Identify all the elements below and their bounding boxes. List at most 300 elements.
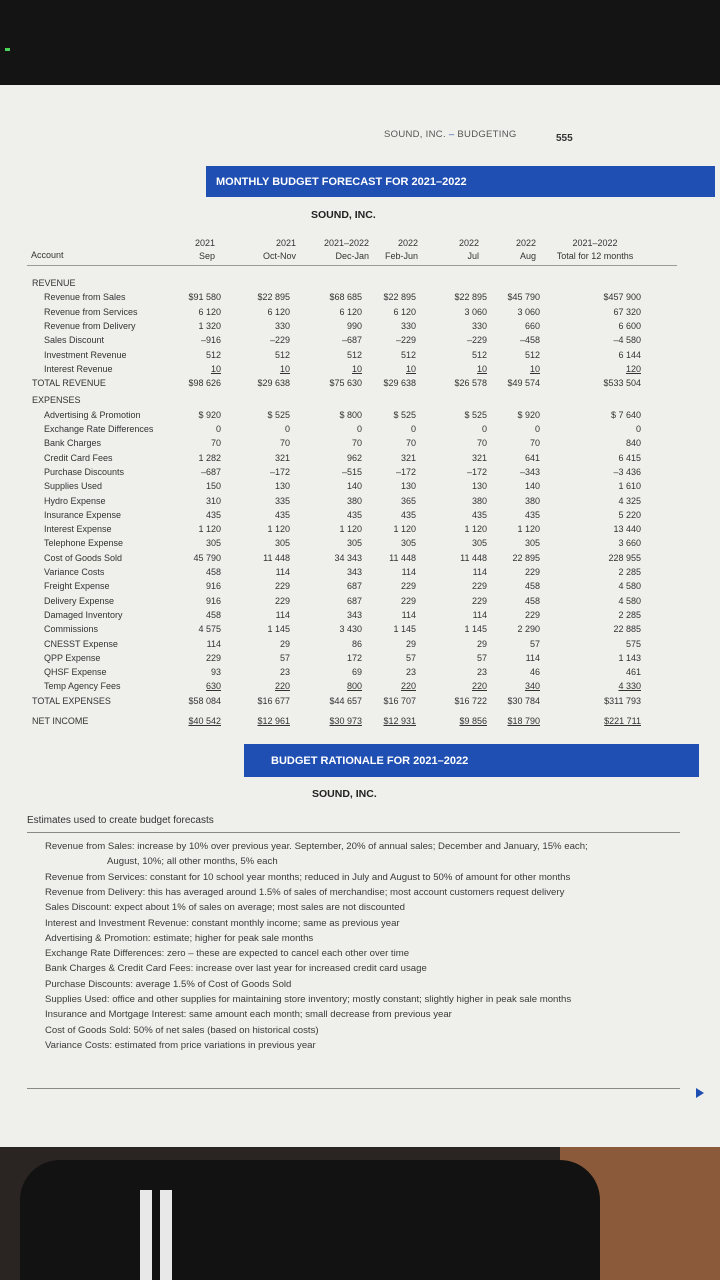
table-cell: 6 415 [618,452,641,463]
running-header [384,129,517,140]
dark-background-top [0,0,720,85]
table-cell: 4 575 [198,624,221,635]
table-row [0,551,720,565]
table-cell: 140 [346,481,362,492]
table-cell: 0 [356,424,362,434]
table-row [0,436,720,450]
table-cell: 962 [346,452,362,463]
table-cell: 114 [206,638,221,649]
table-cell: 67 320 [613,306,641,317]
table-cell: 57 [476,652,487,663]
table-cell: 70 [279,438,290,449]
table-cell: 5 220 [618,509,641,520]
table-cell: 365 [400,495,416,506]
row-label: EXPENSES [32,395,81,406]
estimates-title: Estimates used to create budget forecasts [27,815,214,826]
table-cell: 6 120 [339,306,362,317]
table-cell: $22 895 [454,292,487,303]
table-row [0,362,720,376]
column-header-period: Total for 12 months [556,251,634,261]
table-cell: 0 [635,424,641,434]
table-cell: 630 [205,681,221,692]
table-cell: –229 [395,335,416,346]
column-header-period: Dec-Jan [335,251,369,261]
table-cell: 229 [471,595,487,606]
table-cell: 435 [400,509,416,520]
rationale-line: Sales Discount: expect about 1% of sales on average; most sales are not discounted [45,902,405,914]
column-header-year: 2021–2022 [323,238,369,248]
column-header-period: Aug [519,251,536,261]
table-cell: –343 [519,466,540,477]
table-cell: 1 610 [618,481,641,492]
table-cell: 840 [625,438,641,449]
status-indicator-icon [5,48,10,51]
table-cell: $12 931 [383,716,416,726]
table-cell: 6 600 [618,320,641,331]
table-cell: 13 440 [613,524,641,535]
table-row [0,319,720,333]
table-row [0,622,720,636]
table-cell: –4 580 [613,335,641,346]
table-cell: $16 722 [454,695,487,706]
table-row [0,651,720,665]
table-cell: 916 [205,581,221,592]
table-cell: 461 [625,667,641,678]
rationale-line: Cost of Goods Sold: 50% of net sales (based on historical costs) [45,1024,319,1036]
table-cell: 6 120 [393,306,416,317]
row-label: REVENUE [32,278,76,288]
table-cell: 380 [471,495,487,506]
fabric-stripe [160,1190,172,1280]
table-cell: $58 084 [188,695,221,706]
table-cell: 435 [346,509,362,520]
table-cell: $9 856 [459,716,487,726]
table-cell: 0 [534,424,540,434]
forecast-company: SOUND, INC. [311,209,376,221]
column-header-account: Account [31,250,64,260]
table-cell: 641 [524,452,540,463]
fabric-stripe [140,1190,152,1280]
table-cell: $44 657 [329,695,362,706]
table-row [0,579,720,593]
table-cell: 229 [205,652,221,663]
table-row [0,376,720,390]
table-cell: 305 [471,538,487,549]
table-cell: 45 790 [193,552,221,563]
table-cell: 172 [346,652,362,663]
table-cell: 70 [210,438,221,449]
table-cell: 1 120 [517,524,540,535]
table-cell: 3 430 [339,624,362,635]
table-cell: $98 626 [188,378,221,389]
table-cell: 305 [205,538,221,549]
table-row [0,465,720,479]
rationale-line: August, 10%; all other months, 5% each [107,856,278,868]
row-label: Commissions [44,624,99,635]
table-cell: 70 [476,438,487,449]
table-cell: 305 [400,538,416,549]
table-cell: 1 120 [267,524,290,535]
table-cell: 340 [524,681,540,692]
table-cell: 435 [524,509,540,520]
table-cell: $ 7 640 [610,409,641,420]
table-cell: 114 [275,567,290,577]
table-cell: $40 542 [188,716,221,726]
table-cell: 10 [279,363,290,374]
table-cell: 86 [351,638,362,649]
table-cell: 990 [346,320,362,331]
row-label: Freight Expense [44,581,110,592]
table-cell: 10 [476,363,487,374]
column-header-period: Feb-Jun [384,251,418,261]
table-cell: 229 [274,595,290,606]
table-cell: 512 [274,349,290,360]
table-cell: 343 [346,609,362,620]
table-cell: 4 325 [618,495,641,506]
table-cell: 335 [274,495,290,506]
table-cell: 4 580 [618,581,641,592]
table-cell: $22 895 [383,292,416,303]
table-cell: 6 120 [267,306,290,317]
estimates-divider [27,832,680,833]
table-cell: 130 [400,481,416,492]
table-cell: 512 [346,349,362,360]
table-cell: 229 [400,581,416,592]
header-divider [27,265,677,266]
row-label: Variance Costs [44,567,105,577]
table-cell: 120 [625,363,641,374]
column-header-period: Sep [198,251,215,261]
rationale-line: Interest and Investment Revenue: constant monthly income; same as previous year [45,917,400,929]
table-cell: –3 436 [613,466,641,477]
table-cell: 22 895 [512,552,540,563]
table-cell: 57 [529,638,540,649]
rationale-line: Revenue from Services: constant for 10 school year months; reduced in July and August to 50% of amount for other months [45,871,571,883]
row-label: Telephone Expense [44,538,124,549]
forecast-banner: MONTHLY BUDGET FORECAST FOR 2021–2022 [206,166,715,197]
table-cell: 4 330 [618,681,641,692]
table-cell: –458 [519,335,540,346]
table-row [0,333,720,347]
column-header-year: 2021 [275,238,296,248]
table-cell: 458 [205,567,221,577]
table-cell: 93 [210,667,221,678]
row-label: QHSF Expense [44,667,107,678]
table-cell: 916 [205,595,221,606]
table-cell: 11 448 [389,552,416,563]
table-cell: 4 580 [618,595,641,606]
table-cell: –172 [395,466,416,477]
table-cell: $533 504 [603,378,641,389]
table-row [0,714,720,728]
table-cell: $ 525 [267,409,290,420]
table-cell: 130 [274,481,290,492]
table-cell: 458 [205,609,221,620]
table-cell: $457 900 [603,292,641,303]
table-cell: $18 790 [507,716,540,726]
table-cell: 330 [400,320,416,331]
table-cell: 11 448 [460,552,487,563]
table-cell: 305 [524,538,540,549]
rationale-line: Revenue from Sales: increase by 10% over previous year. September, 20% of annual sales; December and January, 15% each; [45,841,588,852]
table-cell: $16 707 [383,695,416,706]
table-cell: $ 525 [393,409,416,420]
table-cell: $30 973 [329,716,362,726]
rationale-line: Insurance and Mortgage Interest: same amount each month; small decrease from previous year [45,1009,452,1021]
rationale-line: Bank Charges & Credit Card Fees: increase over last year for increased credit card usage [45,963,427,975]
table-cell: –515 [341,466,362,477]
column-header-year: 2022 [458,238,479,248]
table-cell: 1 145 [464,624,487,635]
table-cell: 114 [401,567,416,577]
row-label: Hydro Expense [44,495,106,506]
column-header-year: 2021 [194,238,215,248]
row-label: Revenue from Services [44,306,138,317]
rationale-banner: BUDGET RATIONALE FOR 2021–2022 [244,744,699,777]
table-cell: 3 060 [464,306,487,317]
table-row [0,479,720,493]
table-cell: 10 [210,363,221,374]
table-cell: 1 145 [267,624,290,635]
table-cell: 380 [524,495,540,506]
rationale-company: SOUND, INC. [312,788,377,800]
table-row [0,393,720,407]
table-cell: 2 285 [618,567,641,577]
running-dash: – [448,129,455,140]
row-label: Supplies Used [44,481,103,492]
column-header-year: 2021–2022 [572,238,618,248]
row-label: Interest Expense [44,524,112,535]
row-label: Interest Revenue [44,363,113,374]
table-cell: $91 580 [188,292,221,303]
table-cell: $45 790 [507,292,540,303]
table-cell: 435 [205,509,221,520]
estimates-bottom-rule [27,1088,680,1089]
table-cell: $49 574 [507,378,540,389]
row-label: TOTAL REVENUE [32,378,106,389]
table-cell: $16 677 [257,695,290,706]
table-row [0,305,720,319]
row-label: Revenue from Delivery [44,320,136,331]
table-cell: 512 [524,349,540,360]
table-cell: $30 784 [507,695,540,706]
dark-fabric [20,1160,600,1280]
table-cell: –229 [466,335,487,346]
table-cell: $75 630 [329,378,362,389]
table-cell: 0 [284,424,290,434]
table-cell: 11 448 [263,552,290,563]
table-cell: 114 [275,609,290,620]
table-cell: 330 [471,320,487,331]
table-cell: $29 638 [257,378,290,389]
table-cell: 23 [476,667,487,678]
row-label: QPP Expense [44,652,101,663]
rationale-line: Revenue from Delivery: this has averaged around 1.5% of sales of merchandise; most account customers request delivery [45,886,565,898]
table-row [0,276,720,290]
table-cell: 10 [529,363,540,374]
table-cell: 2 290 [517,624,540,635]
table-cell: 800 [346,681,362,692]
table-row [0,679,720,693]
table-cell: 130 [471,481,487,492]
table-cell: –172 [466,466,487,477]
table-cell: 660 [524,320,540,331]
running-section: BUDGETING [457,129,517,140]
table-cell: 220 [400,681,416,692]
table-cell: $311 793 [604,695,641,706]
row-label: Purchase Discounts [44,466,125,477]
table-row [0,608,720,622]
table-cell: –687 [341,335,362,346]
table-cell: 1 145 [393,624,416,635]
table-cell: –229 [269,335,290,346]
table-cell: 34 343 [334,552,362,563]
row-label: Advertising & Promotion [44,409,141,420]
column-header-period: Oct-Nov [262,251,296,261]
table-cell: 6 120 [198,306,221,317]
table-cell: 330 [274,320,290,331]
table-cell: 114 [525,652,540,663]
table-cell: 10 [405,363,416,374]
table-cell: $221 711 [604,716,641,726]
table-cell: 70 [529,438,540,449]
table-row [0,451,720,465]
table-cell: 1 120 [198,524,221,535]
row-label: Damaged Inventory [44,609,123,620]
table-cell: 343 [346,567,362,577]
row-label: Credit Card Fees [44,452,113,463]
table-cell: 1 282 [198,452,221,463]
table-cell: 305 [346,538,362,549]
column-header-year: 2022 [515,238,536,248]
table-cell: 57 [405,652,416,663]
table-cell: 140 [524,481,540,492]
table-cell: 687 [346,581,362,592]
table-cell: 435 [471,509,487,520]
table-cell: 220 [274,681,290,692]
table-cell: 46 [529,667,540,678]
rationale-line: Supplies Used: office and other supplies for maintaining store inventory; mostly constant; slightly higher in peak sale months [45,994,572,1005]
table-row [0,637,720,651]
table-cell: 1 120 [393,524,416,535]
table-cell: 512 [205,349,221,360]
table-cell: 57 [279,652,290,663]
table-cell: –916 [200,335,221,346]
table-cell: 220 [471,681,487,692]
table-cell: 458 [524,595,540,606]
table-cell: 229 [524,609,540,620]
table-row [0,665,720,679]
rationale-line: Advertising & Promotion: estimate; higher for peak sale months [45,932,314,944]
table-cell: $29 638 [383,378,416,389]
table-cell: 229 [471,581,487,592]
table-cell: 0 [481,424,487,434]
table-cell: 458 [524,581,540,592]
table-cell: 2 285 [618,609,641,620]
table-cell: –687 [200,466,221,477]
column-header-year: 2022 [397,238,418,248]
table-cell: 512 [400,349,416,360]
table-cell: 3 060 [517,306,540,317]
table-cell: 23 [405,667,416,678]
table-cell: 114 [472,567,487,577]
table-cell: 29 [476,638,487,649]
table-cell: 0 [410,424,416,434]
table-cell: 23 [279,667,290,678]
table-cell: 10 [351,363,362,374]
table-cell: $ 920 [517,409,540,420]
table-cell: 6 144 [618,349,641,360]
table-cell: 69 [351,667,362,678]
table-cell: 1 120 [464,524,487,535]
table-cell: $68 685 [329,292,362,303]
table-row [0,290,720,304]
table-cell: 22 885 [613,624,641,635]
row-label: Delivery Expense [44,595,115,606]
table-row [0,494,720,508]
table-cell: 435 [274,509,290,520]
rationale-line: Purchase Discounts: average 1.5% of Cost of Goods Sold [45,978,292,990]
table-cell: 687 [346,595,362,606]
table-cell: $ 920 [198,409,221,420]
table-cell: $12 961 [257,716,290,726]
row-label: Bank Charges [44,438,102,449]
table-row [0,565,720,579]
table-cell: 114 [472,609,487,620]
table-cell: 1 120 [339,524,362,535]
rationale-line: Variance Costs: estimated from price variations in previous year [45,1039,316,1051]
table-cell: 150 [205,481,221,492]
table-cell: $22 895 [257,292,290,303]
table-cell: $ 800 [339,409,362,420]
table-cell: 114 [401,609,416,620]
row-label: TOTAL EXPENSES [32,695,111,706]
table-row [0,348,720,362]
table-cell: –172 [269,466,290,477]
table-cell: 229 [524,567,540,577]
row-label: Exchange Rate Differences [44,424,154,434]
table-row [0,508,720,522]
table-cell: 310 [205,495,221,506]
table-cell: 305 [274,538,290,549]
table-cell: 70 [405,438,416,449]
row-label: Insurance Expense [44,509,122,520]
row-label: Sales Discount [44,335,105,346]
table-row [0,536,720,550]
table-cell: 29 [279,638,290,649]
row-label: Cost of Goods Sold [44,552,123,563]
table-cell: 228 955 [608,552,641,563]
column-header-period: Jul [467,251,479,261]
table-cell: $ 525 [464,409,487,420]
table-cell: $26 578 [454,378,487,389]
table-cell: 575 [625,638,641,649]
table-cell: 1 320 [198,320,221,331]
table-cell: 229 [400,595,416,606]
table-row [0,594,720,608]
row-label: Revenue from Sales [44,292,126,303]
table-cell: 3 660 [618,538,641,549]
row-label: Temp Agency Fees [44,681,121,692]
table-cell: 229 [274,581,290,592]
table-cell: 321 [274,452,290,463]
table-row [0,522,720,536]
table-cell: 1 143 [618,652,641,663]
row-label: NET INCOME [32,716,89,726]
table-row [0,422,720,436]
table-cell: 380 [346,495,362,506]
row-label: CNESST Expense [44,638,118,649]
